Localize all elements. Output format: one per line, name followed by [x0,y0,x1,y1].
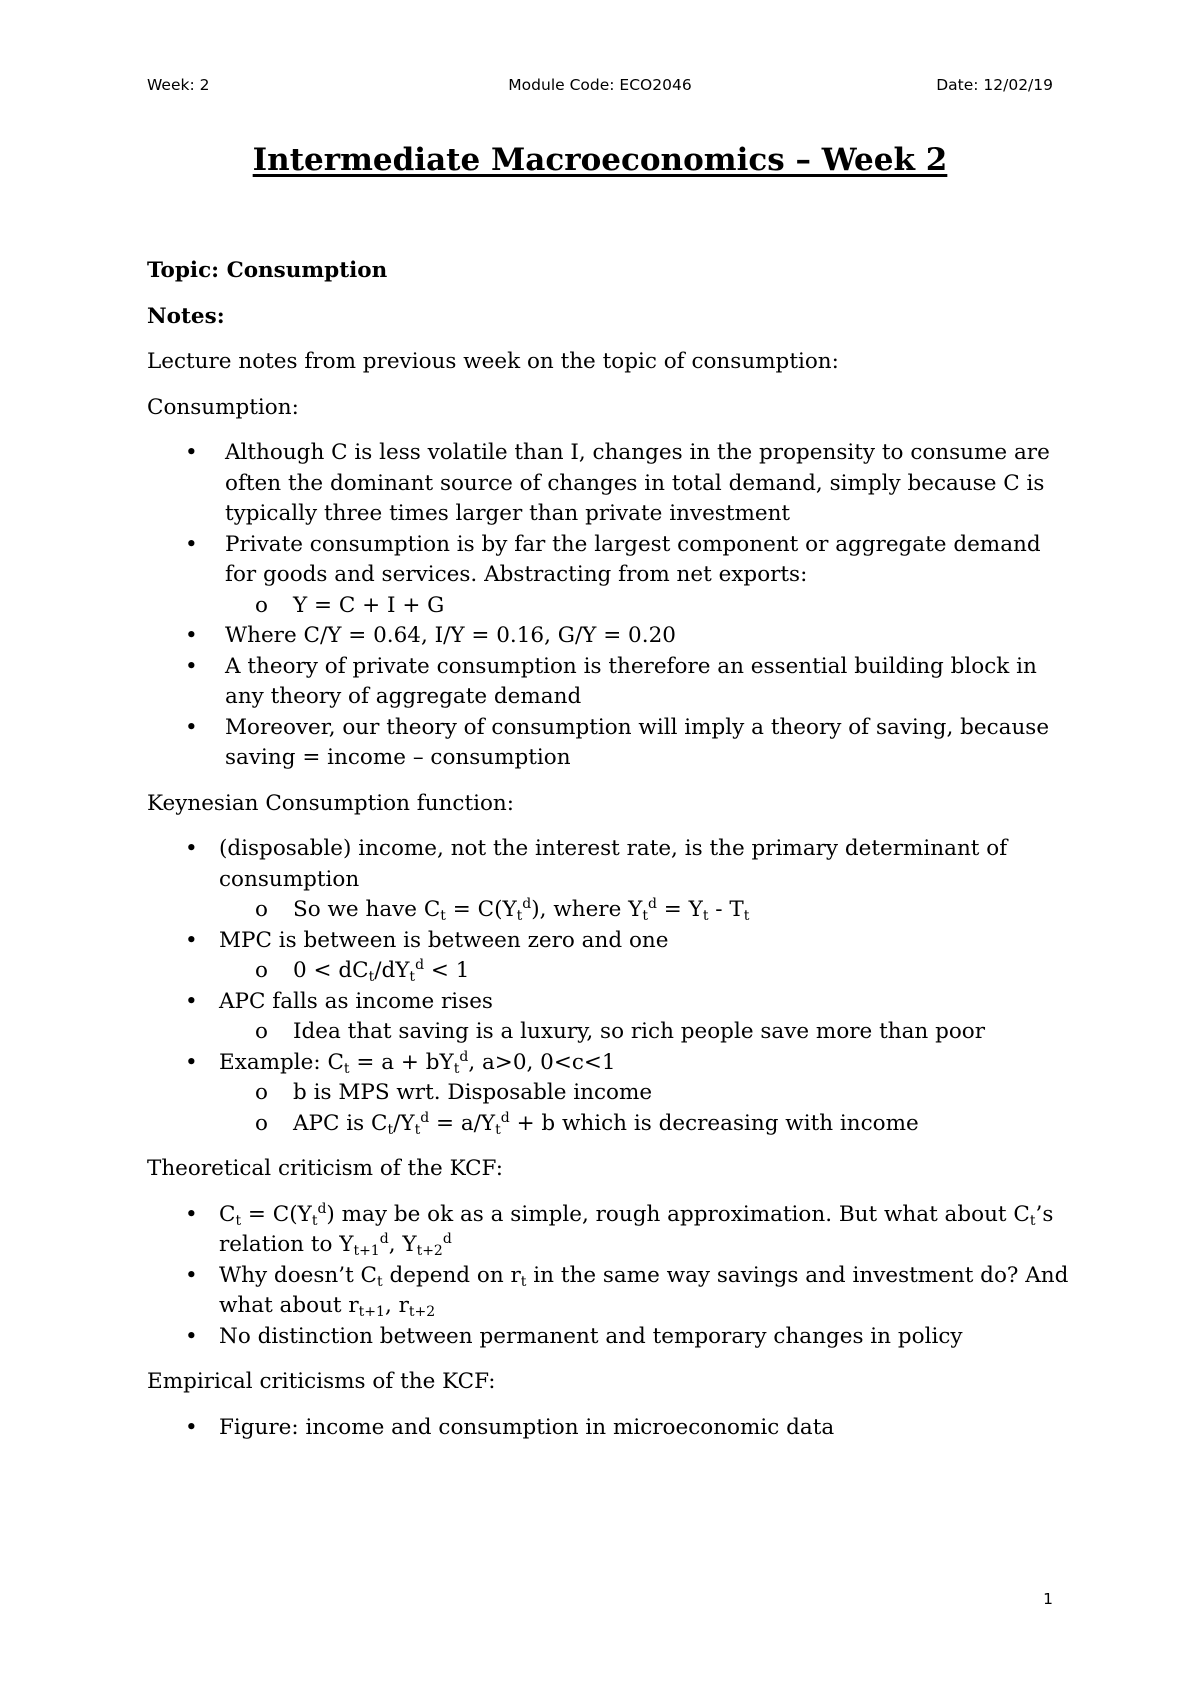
page-number: 1 [1043,1590,1053,1608]
sub-list [225,591,1077,622]
list-item: • No distinction between permanent and temporary changes in policy [147,1322,1077,1353]
sub-list-item: o b is MPS wrt. Disposable income [147,1078,1077,1109]
sub-list-item-formula: o So we have $C_t = C(Y_t^d)$, where $Y_t^d = Y_t - T_t$ [147,895,1077,926]
sub-list-item: o Y = C + I + G [147,591,1077,622]
sub-list-item-formula: o APC is $C_t/Y_t^d = a/Y_t^d + b$ which is decreasing with income [147,1109,1077,1140]
section-empirical-criticism-heading: Empirical criticisms of the KCF: [147,1369,496,1394]
list-item-formula: Example: $C_t = a + bY_t^d$, a>0, 0<c<1 [219,1048,616,1077]
header-week: Week: 2 [147,76,210,94]
sub-list [219,956,1077,987]
consumption-bullet-list [147,438,1077,774]
list-item [147,1048,1077,1140]
list-item [147,987,1077,1048]
document-title: Intermediate Macroeconomics – Week 2 [252,142,948,178]
sub-list-item-formula: o $0 < dC_t/dY_t^d < 1$ [147,956,1077,987]
list-item: • Figure: income and consumption in microeconomic data [147,1413,1077,1444]
header-date: Date: 12/02/19 [936,76,1053,94]
intro-paragraph: Lecture notes from previous week on the topic of consumption: [147,349,839,374]
header-module-code: Module Code: ECO2046 [508,76,692,94]
list-item: • Moreover, our theory of consumption will imply a theory of saving, because saving = income – consumption [147,713,1077,774]
list-item-formula: • $C_t = C(Y_t^d)$ may be ok as a simple, rough approximation. But what about $C_t’s$ relation to $Y_{t+1}^d$, $Y_{t+2}^d$ [147,1200,1077,1261]
list-item-formula: • Why doesn’t $C_t$ depend on $r_t$ in the same way savings and investment do? And what about $r_{t+1}$, $r_{t+2}$ [147,1261,1077,1322]
section-kcf-heading: Keynesian Consumption function: [147,790,514,816]
topic-heading: Topic: Consumption [147,258,388,283]
theoretical-criticism-list [147,1200,1077,1353]
sub-list [219,1017,1077,1048]
list-item-text: Private consumption is by far the largest component or aggregate demand for goods and services. Abstracting from net exports: [225,531,1041,587]
empirical-criticism-list [147,1413,1077,1444]
sub-list [219,895,1077,926]
list-item-text: APC falls as income rises [219,988,493,1014]
section-theoretical-criticism-heading: Theoretical criticism of the KCF: [147,1156,503,1181]
list-item [147,530,1077,622]
page-header [147,76,1053,102]
list-item [147,926,1077,987]
list-item: • A theory of private consumption is therefore an essential building block in any theory of aggregate demand [147,652,1077,713]
list-item [147,834,1077,926]
section-consumption-heading: Consumption: [147,394,299,420]
list-item-text: (disposable) income, not the interest rate, is the primary determinant of consumption [219,836,1008,892]
notes-label: Notes: [147,303,225,329]
kcf-bullet-list [147,834,1077,1139]
list-item: • Where C/Y = 0.64, I/Y = 0.16, G/Y = 0.20 [147,621,1077,652]
list-item: • Although C is less volatile than I, changes in the propensity to consume are often the dominant source of changes in total demand, simply because C is typically three times larger than private investment [147,438,1077,530]
sub-list [219,1078,1077,1139]
document-body [147,256,1077,1458]
sub-list-item: o Idea that saving is a luxury, so rich people save more than poor [147,1017,1077,1048]
list-item-text: MPC is between is between zero and one [219,927,669,953]
